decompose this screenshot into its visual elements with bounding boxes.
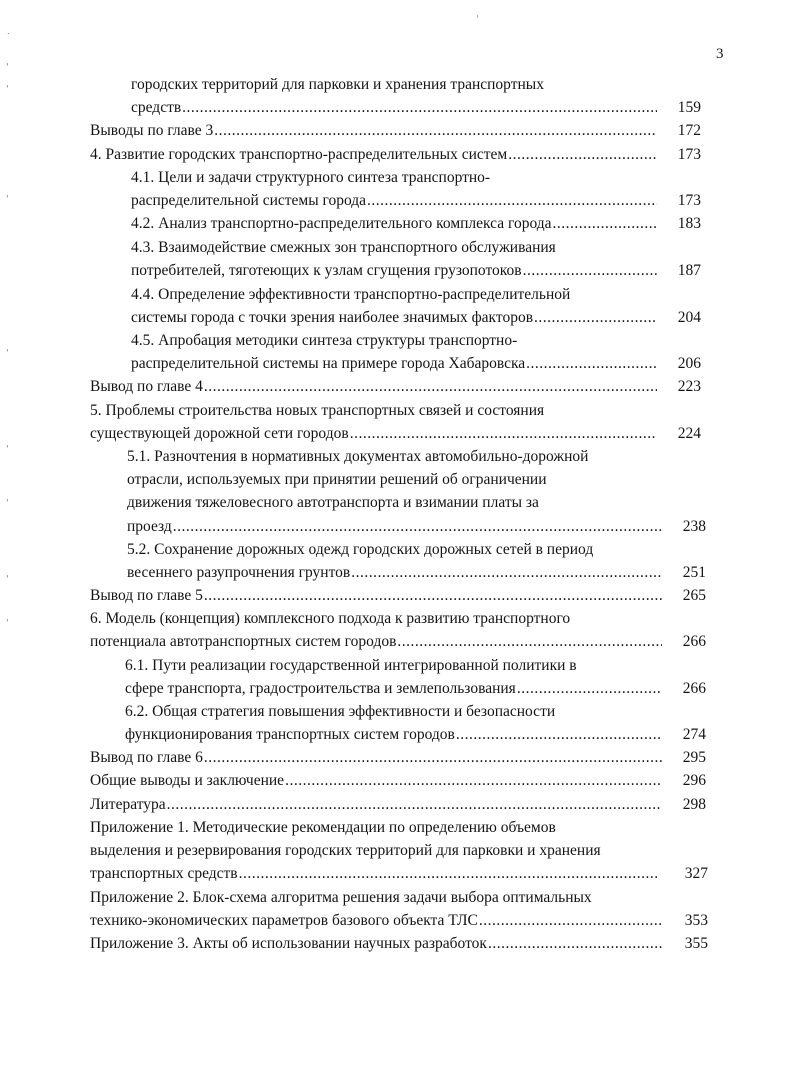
toc-entry-text: 6.1. Пути реализации государственной интегрированной политики в: [125, 657, 577, 674]
toc-entry-text: Вывод по главе 5: [90, 587, 203, 604]
toc-page-number: 159: [677, 99, 701, 116]
toc-page-number: 251: [682, 564, 706, 581]
toc-entry-text: городских территорий для парковки и хранения транспортных: [131, 76, 544, 93]
toc-entry-text: потребителей, тяготеющих к узлам сгущения грузопотоков: [131, 262, 522, 279]
dot-leader: [351, 561, 662, 584]
toc-entry[interactable]: [131, 96, 657, 119]
toc-entry-text: 4. Развитие городских транспортно-распределительных систем: [90, 146, 508, 163]
toc-page-number: 224: [677, 425, 701, 442]
toc-entry-text: потенциала автотранспортных систем городов: [90, 633, 397, 650]
dot-leader: [350, 422, 657, 445]
dot-leader: [508, 143, 657, 166]
toc-entry[interactable]: [131, 306, 657, 329]
toc-page-number: 327: [684, 865, 708, 882]
toc-entry-text: 4.4. Определение эффективности транспортно-распределительной: [131, 286, 571, 303]
toc-page-number: 266: [682, 680, 706, 697]
toc-page-number: 172: [677, 122, 701, 139]
scan-artifact: ˌ: [6, 439, 9, 449]
toc-entry[interactable]: [90, 584, 662, 607]
toc-entry[interactable]: [90, 119, 657, 142]
toc-entry[interactable]: [127, 561, 662, 584]
scan-artifact: ˙: [6, 33, 11, 43]
toc-entry-text: 6. Модель (концепция) комплексного подхода к развитию транспортного: [90, 610, 571, 627]
toc-entry-text: существующей дорожной сети городов: [90, 425, 349, 442]
toc-entry[interactable]: [90, 746, 662, 769]
toc-page-number: 204: [677, 309, 701, 326]
dot-leader: [526, 352, 657, 375]
toc-page-number: 355: [684, 935, 708, 952]
toc-page-number: 296: [682, 772, 706, 789]
toc-page-number: 298: [682, 796, 706, 813]
dot-leader: [182, 96, 657, 119]
toc-entry-text: сфере транспорта, градостроительства и землепользования: [125, 680, 516, 697]
toc-entry[interactable]: [90, 793, 662, 816]
toc-page-number: 173: [677, 146, 701, 163]
toc-entry-text: 4.5. Апробация методики синтеза структуры транспортно-: [131, 332, 518, 349]
dot-leader: [239, 862, 657, 885]
toc-entry[interactable]: [90, 375, 657, 398]
toc-entry-text: распределительной системы на примере города Хабаровска: [131, 355, 526, 372]
toc-entry-text: проезд: [127, 518, 172, 535]
toc-page-number: 238: [682, 518, 706, 535]
dot-leader: [479, 909, 662, 932]
toc-entry[interactable]: [127, 515, 662, 538]
toc-page-number: 187: [677, 262, 701, 279]
dot-leader: [517, 677, 662, 700]
toc-page-number: 265: [682, 587, 706, 604]
toc-entry-text: функционирования транспортных систем городов: [125, 726, 455, 743]
toc-entry-text: средств: [131, 99, 182, 116]
dot-leader: [553, 212, 657, 235]
toc-entry[interactable]: [90, 143, 657, 166]
toc-entry-text: 5. Проблемы строительства новых транспортных связей и состояния: [90, 402, 545, 419]
toc-entry[interactable]: [131, 189, 657, 212]
toc-entry[interactable]: [90, 909, 662, 932]
toc-entry[interactable]: [131, 259, 657, 282]
dot-leader: [397, 630, 662, 653]
toc-entry-text: Литература: [90, 796, 166, 813]
toc-entry-text: движения тяжеловесного автотранспорта и взимании платы за: [127, 494, 539, 511]
toc-entry[interactable]: [131, 352, 657, 375]
toc-entry-text: Приложение 2. Блок-схема алгоритма решения задачи выбора оптимальных: [90, 889, 592, 906]
toc-entry-text: транспортных средств: [90, 865, 238, 882]
toc-entry-text: Вывод по главе 6: [90, 749, 203, 766]
toc-page-number: 206: [677, 355, 701, 372]
scan-artifact: ˈ: [6, 349, 9, 359]
toc-entry-text: 4.3. Взаимодействие смежных зон транспортного обслуживания: [131, 239, 556, 256]
toc-entry-text: 4.1. Цели и задачи структурного синтеза транспортно-: [131, 169, 491, 186]
dot-leader: [488, 932, 662, 955]
dot-leader: [367, 189, 657, 212]
toc-page-number: 353: [684, 912, 708, 929]
dot-leader: [167, 793, 662, 816]
toc-entry[interactable]: [90, 862, 657, 885]
scan-artifact: ˈ: [476, 15, 479, 25]
scan-artifact: ˌ: [6, 57, 9, 67]
toc-entry-text: 5.2. Сохранение дорожных одежд городских дорожных сетей в период: [127, 541, 594, 558]
dot-leader: [204, 375, 657, 398]
dot-leader: [285, 769, 662, 792]
toc-entry-text: отрасли, используемых при принятии решений об ограничении: [127, 471, 547, 488]
toc-page-number: 295: [682, 749, 706, 766]
toc-entry[interactable]: [90, 932, 662, 955]
toc-entry-text: 4.2. Анализ транспортно-распределительного комплекса города: [131, 215, 552, 232]
dot-leader: [173, 515, 662, 538]
toc-page-number: 274: [682, 726, 706, 743]
toc-entry-text: 6.2. Общая стратегия повышения эффективности и безопасности: [125, 703, 556, 720]
toc-entry[interactable]: [90, 769, 662, 792]
dot-leader: [214, 119, 657, 142]
toc-entry-text: Вывод по главе 4: [90, 378, 203, 395]
dot-leader: [204, 746, 662, 769]
toc-page-number: 266: [682, 633, 706, 650]
toc-page-number: 223: [677, 378, 701, 395]
toc-entry[interactable]: [125, 723, 662, 746]
toc-entry[interactable]: [131, 212, 657, 235]
toc-entry-text: распределительной системы города: [131, 192, 367, 209]
page-number: 3: [716, 46, 724, 62]
toc-entry[interactable]: [90, 630, 662, 653]
dot-leader: [523, 259, 657, 282]
scan-artifact: ˌ: [6, 569, 9, 579]
toc-entry-text: Приложение 3. Акты об использовании научных разработок: [90, 935, 487, 952]
toc-entry-text: Выводы по главе 3: [90, 122, 214, 139]
toc-entry[interactable]: [125, 677, 662, 700]
toc-page-number: 173: [677, 192, 701, 209]
dot-leader: [456, 723, 662, 746]
toc-entry-text: Приложение 1. Методические рекомендации по определению объемов: [90, 819, 556, 836]
scan-artifact: ˈ: [6, 85, 9, 95]
scan-artifact: ˈ: [6, 499, 9, 509]
toc-entry-text: Общие выводы и заключение: [90, 772, 285, 789]
scan-artifact: ˌ: [6, 189, 9, 199]
toc-entry-text: технико-экономических параметров базового объекта ТЛС: [90, 912, 478, 929]
dot-leader: [204, 584, 662, 607]
toc-entry-text: выделения и резервирования городских территорий для парковки и хранения: [90, 842, 601, 859]
toc-entry-text: 5.1. Разночтения в нормативных документах автомобильно-дорожной: [127, 448, 589, 465]
dot-leader: [534, 306, 657, 329]
toc-entry[interactable]: [90, 422, 657, 445]
scan-artifact: ˈ: [6, 619, 9, 629]
toc-page-number: 183: [677, 215, 701, 232]
toc-entry-text: системы города с точки зрения наиболее значимых факторов: [131, 309, 534, 326]
toc-entry-text: весеннего разупрочнения грунтов: [127, 564, 351, 581]
